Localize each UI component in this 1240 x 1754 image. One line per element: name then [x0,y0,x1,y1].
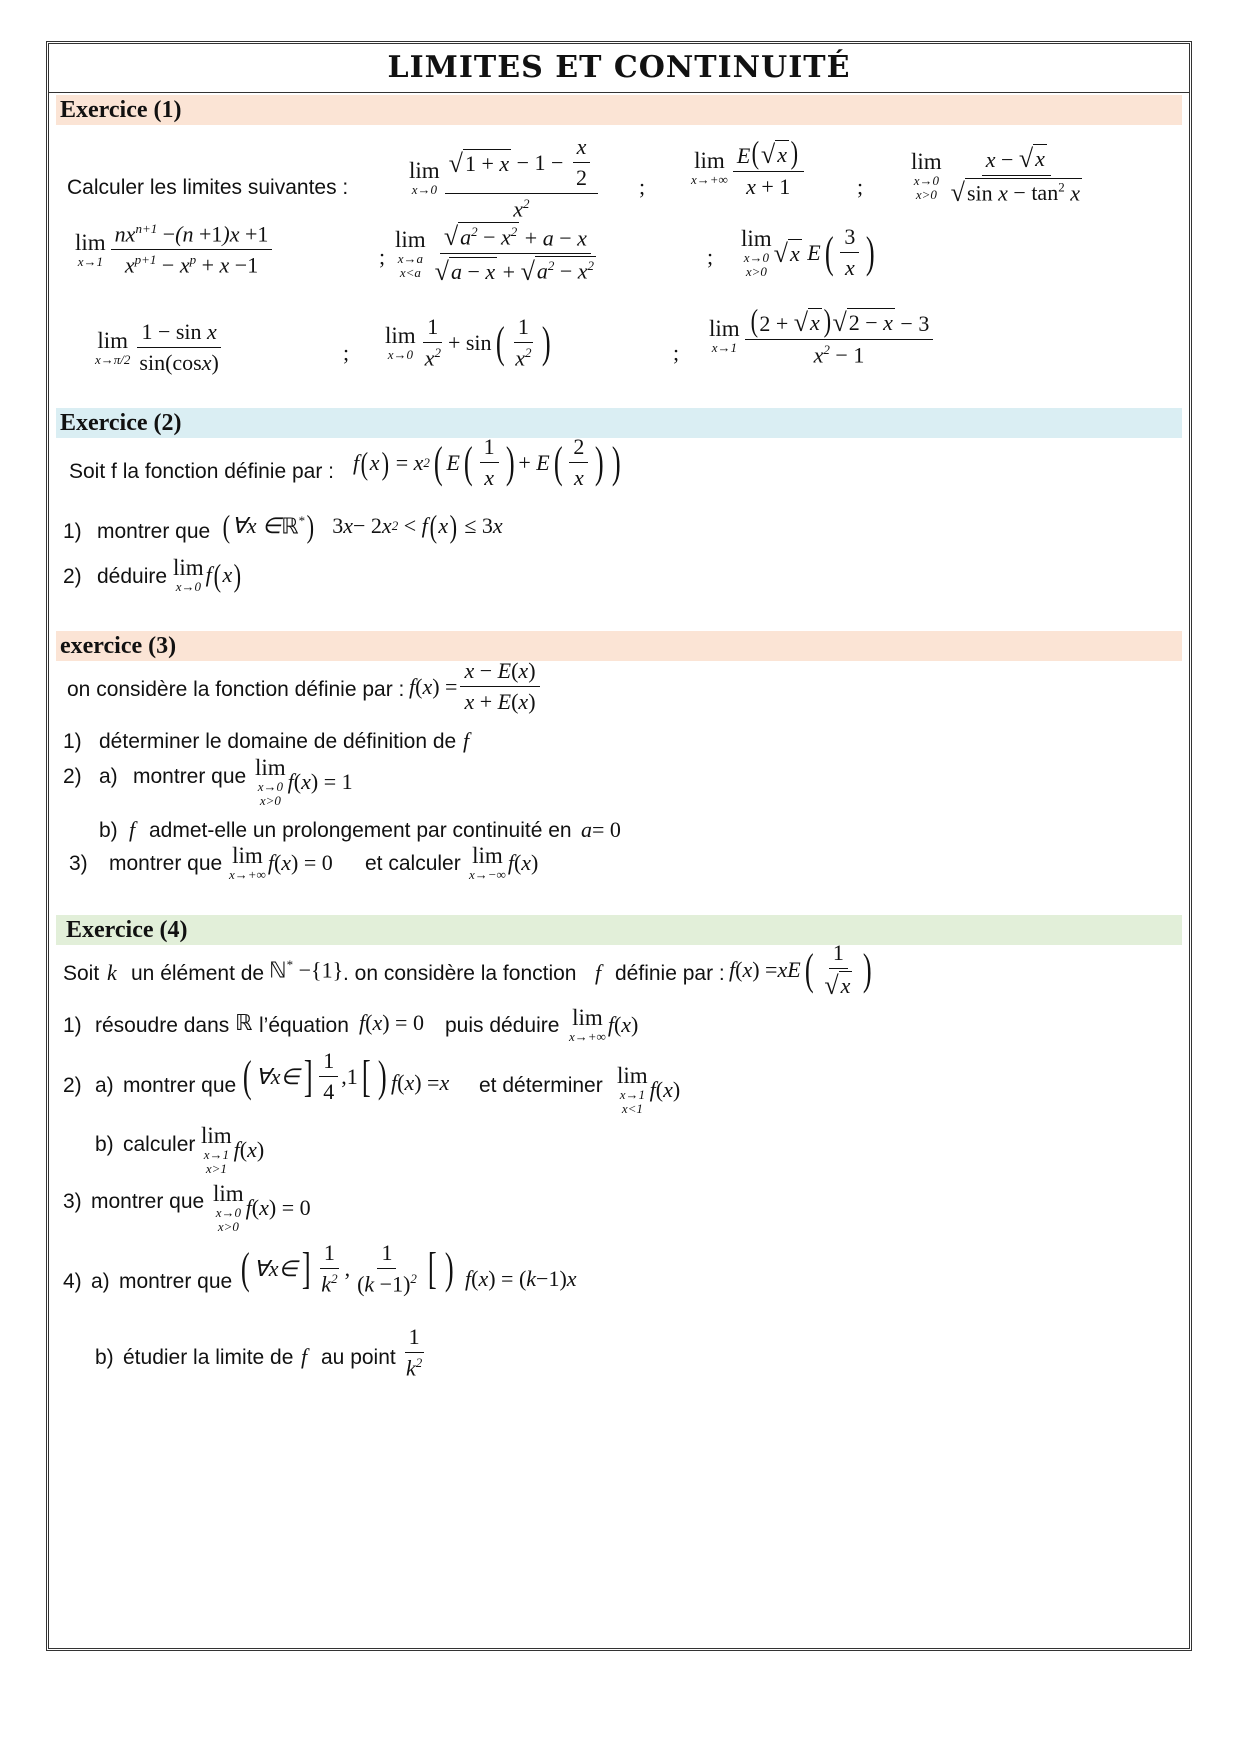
ex1-limit-8: lim x→0 $\frac{1}{x^2}$ + sin ( $\frac{1}{x^2}$ ) [385,314,552,371]
ex4-q2b-math: lim x→1 x>1 f ( x ) [201,1123,265,1176]
ex3-q3-mid: et calculer [365,852,461,875]
ex4-q4-num: 4) [63,1270,82,1293]
ex4-q2a-label: a) [95,1074,114,1097]
ex3-q3-math1: lim x→+∞ f ( x ) = 0 [229,843,333,882]
ex4-q2-num: 2) [63,1074,82,1097]
ex4-intro-4: définie par : [615,962,725,985]
ex3-q1-text: déterminer le domaine de définition de [99,730,457,753]
ex4-q4a-math: ( ∀x∈ ] $\frac{1}{k^2}$ , $\frac{1}{(k -1)^2}$ [ ) [240,1240,454,1297]
ex1-header [56,95,1182,125]
ex4-q2a-lim: lim x→1 x<1 f ( x ) [617,1063,681,1116]
ex1-limit-7: lim x→π/2 $\frac{\text{1 − sin x}}{\sin(\cos x)}$ [95,319,219,375]
ex3-q2a-math: lim x→0 x>0 f ( x ) = 1 [255,755,353,808]
ex4-q2a-c: et déterminer [479,1074,603,1097]
ex1-limit-2: lim x→+∞ E( √ x ) x + 1 [691,136,807,200]
ex4-q2a-text: montrer que [123,1074,237,1097]
ex3-q3-text: montrer que [109,852,223,875]
ex3-heading: exercice (3) [60,633,177,659]
ex3-q2a-text: montrer que [133,765,247,788]
ex1-limit-5: lim x→a x<a √ $a^2 - x^2$ + a − x √ a − x + √ $a^2 - x^2$ [395,222,595,286]
ex1-heading: Exercice (1) [60,97,182,123]
ex4-q1-num: 1) [63,1014,82,1037]
ex4-q4a-label: a) [91,1270,110,1293]
ex1-limit-4: lim x→1 $\frac{nx^{n+1} -(n +1)x +1}{x^{p+1} - x^p + x -1}$ [75,221,275,279]
ex2-function: f ( x ) = x 2 ( E ( $\frac{1}{x}$ ) + E ( $\frac{2}{x}$ ) ) [353,434,621,490]
ex4-intro-3: . on considère la fonction [343,962,577,985]
ex3-q3-math2: lim x→−∞ f ( x ) [469,843,539,882]
ex4-q4a-text: montrer que [119,1270,233,1293]
ex4-intro-2: un élément de [131,962,265,985]
ex2-heading: Exercice (2) [60,410,182,436]
title-bar [49,44,1189,93]
ex4-q1-c: puis déduire [445,1014,560,1037]
ex2-q2-num: 2) [63,565,82,588]
ex2-q1-num: 1) [63,520,82,543]
ex4-q2b-text: calculer [123,1133,196,1156]
ex4-q1-math: lim x→+∞ f ( x ) [569,1005,639,1044]
ex4-q3-num: 3) [63,1190,82,1213]
ex3-q2a-label: a) [99,765,118,788]
ex4-q1-b: l’équation [259,1014,349,1037]
ex1-limit-1: lim x→0 √ 1 + x − 1 − $\frac{x}{2}$ $x^2$ [409,134,601,222]
ex4-q2a-math: ( ∀x∈ ] $\frac{1}{4}$ ,1 [ ) [242,1048,388,1104]
ex4-q4b-text: étudier la limite de [123,1346,294,1369]
ex4-q1-text: résoudre dans [95,1014,230,1037]
ex3-function: f ( x ) = $\frac{x - E(x)}{x + E(x)}$ [409,658,543,715]
ex2-intro: Soit f la fonction définie par : [69,460,334,483]
ex4-q3-text: montrer que [91,1190,205,1213]
ex1-limit-3: lim x→0 x>0 x − √ x √ $\sin x - \tan^2 x$ [911,144,1080,208]
ex4-header [56,915,1182,945]
ex4-intro-1: Soit [63,962,100,985]
ex4-heading: Exercice (4) [66,917,188,943]
ex2-q1-math: ( ∀x ∈ ℝ* ) 3 x − 2 x 2 < f ( x ) ≤ 3 x [222,508,503,544]
ex3-intro: on considère la fonction définie par : [67,678,405,701]
ex4-q4b-c: au point [321,1346,396,1369]
ex4-q2b-label: b) [95,1133,114,1156]
ex4-q3-math: lim x→0 x>0 f ( x ) = 0 [213,1181,311,1234]
page-title: LIMITES ET CONTINUITÉ [387,50,851,85]
ex4-q4b-label: b) [95,1346,114,1369]
ex2-q2-text: déduire [97,565,168,588]
ex3-q2b-text: admet-elle un prolongement par continuité en [149,819,572,842]
ex3-header [56,631,1182,661]
ex1-limit-9: lim x→1 (2 + √ x ) √ 2 − x − 3 $x^2 - 1$ [709,304,936,368]
ex3-q2b-label: b) [99,819,118,842]
ex1-intro: Calculer les limites suivantes : [67,176,349,199]
ex2-q2-math: lim x→0 f ( x ) [173,555,242,594]
ex3-q2-num: 2) [63,765,82,788]
ex2-q1-text: montrer que [97,520,211,543]
ex3-q3-num: 3) [69,852,88,875]
ex1-limit-6: lim x→0 x>0 √ x E ( $\frac{3}{x}$ ) [741,224,876,280]
ex4-function: f ( x ) = xE ( 1 √ x ) [729,940,873,1000]
ex4-q4b-math: $\frac{1}{k^2}$ [406,1324,423,1381]
worksheet-frame: LIMITES ET CONTINUITÉ Exercice (1) Calculer les limites suivantes : lim x→0 √ 1 + x − 1 − $\frac{x}{2}$ $x^2$ ; lim x→+∞ E( √ x ) x + 1 ; lim x→0 x>0 x − √ x √ $\sin x - \tan^2 x$ lim x→1 $\frac{nx^{n+1} -(n +1)x +1}{x^{p+1} - x^p + x -1}$ ; lim x→a x<a √ $a^2 - x^2$ + a − x √ a − x + √ $a^2 - x^2$ ; lim x→0 x>0 √ x E ( $\frac{3}{x}$ ) lim x→π/2 $\frac{\text{1 − sin x}}{\sin(\cos x)}$ ; lim x→0 $\frac{1}{x^2}$ + sin ( $\frac{1}{x^2}$ ) ; lim x→1 (2 + √ x ) √ 2 − x − 3 $x^2 - 1$ Exercice (2) Soit f la fonction définie par : f ( x ) = x 2 ( E ( $\frac{1}{x}$ ) + E ( $\frac{2}{x}$ ) ) 1) montrer que ( ∀x ∈ ℝ* ) 3 x − 2 x 2 < f ( x ) ≤ 3 x 2) déduire lim x→0 f ( x ) exercice (3) on considère la fonction définie par : f ( x ) = $\frac{x - E(x)}{x + E(x)}$ 1) déterminer le domaine de définition de f 2) a) montrer que lim x→0 x>0 f ( x ) = 1 b) f admet-elle un prolongement par continuité en a = 0 3) montrer que lim x→+∞ f ( x ) = 0 et calculer lim x→−∞ f ( x ) Exercice (4) Soit k un élément de ℕ* −{1} . on considère la fonction f définie par : f ( x ) = xE ( 1 √ x ) 1) résoudre dans ℝ l’équation f ( x ) = 0 puis déduire lim x→+∞ f ( x ) 2) a) montrer que ( ∀x∈ ] $\frac{1}{4}$ ,1 [ ) f ( x ) = x et déterminer lim x→1 x<1 f ( x ) b) calculer lim x→1 x>1 f ( x ) 3) montrer que lim x→0 x>0 f ( x ) = 0 4) a) montrer que ( ∀x∈ ] $\frac{1}{k^2}$ , $\frac{1}{(k -1)^2}$ [ ) f ( x ) = ( k −1) x b) étudier la limite de f au point $\frac{1}{k^2}$ [46,41,1192,1651]
ex3-q1-num: 1) [63,730,82,753]
